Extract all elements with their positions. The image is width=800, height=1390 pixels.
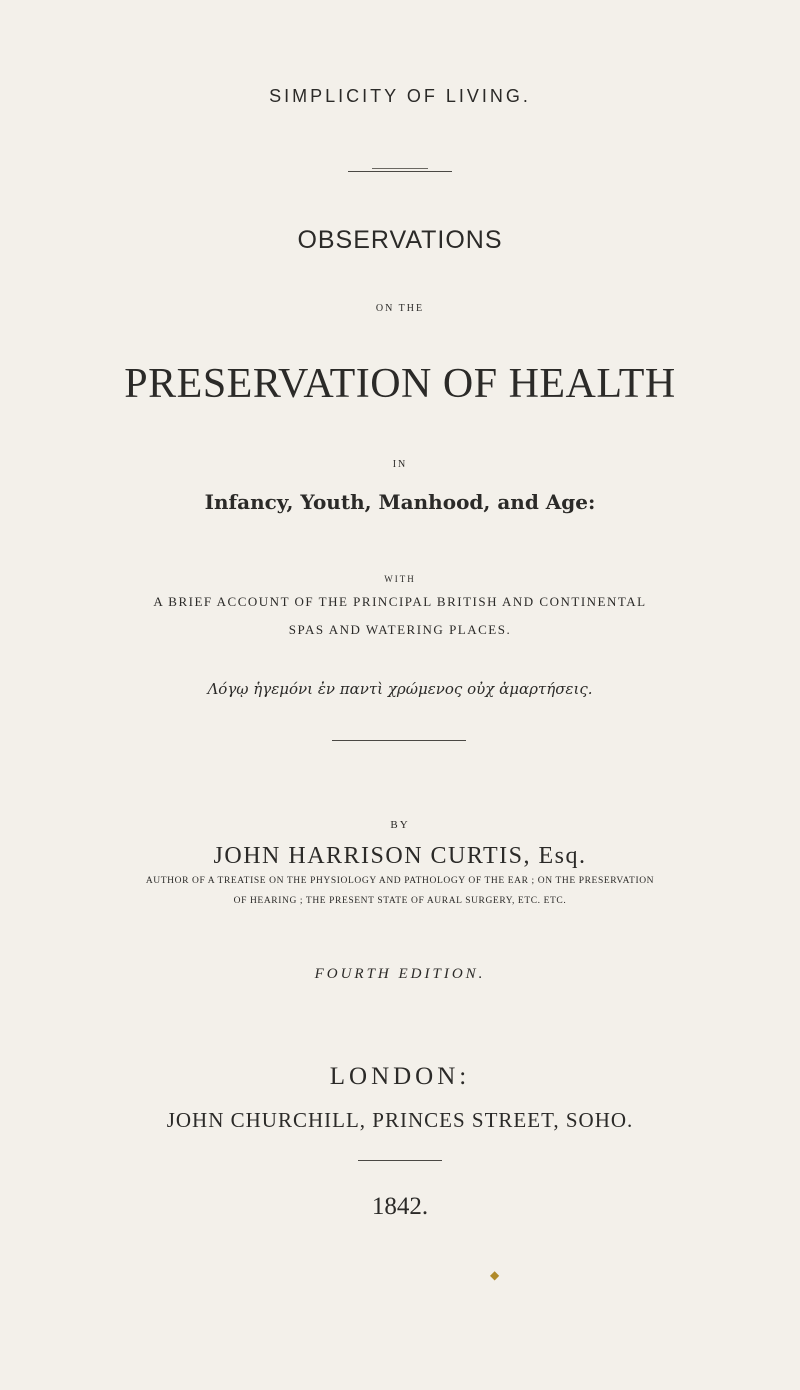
running-head: SIMPLICITY OF LIVING. xyxy=(269,86,531,106)
title-life-stages: Infancy, Youth, Manhood, and Age: xyxy=(204,490,596,514)
title-preservation-of-health: PRESERVATION OF HEALTH xyxy=(124,361,676,407)
middle-rule xyxy=(332,740,466,741)
edition: FOURTH EDITION. xyxy=(314,966,486,982)
subtitle-line-1: A BRIEF ACCOUNT OF THE PRINCIPAL BRITISH AND CONTINENTAL xyxy=(153,594,647,609)
author-credentials-line-1: AUTHOR OF A TREATISE ON THE PHYSIOLOGY AND PATHOLOGY OF THE EAR ; ON THE PRESERVATION xyxy=(145,876,655,886)
title-on-the: ON THE xyxy=(375,303,425,314)
by-label: BY xyxy=(390,819,410,831)
decorative-mark-icon: ◆ xyxy=(490,1268,500,1282)
author-credentials-line-2: OF HEARING ; THE PRESENT STATE OF AURAL SURGERY, ETC. ETC. xyxy=(233,896,567,906)
imprint-city: LONDON: xyxy=(329,1063,471,1090)
title-in: IN xyxy=(392,459,408,470)
author-name: JOHN HARRISON CURTIS, Esq. xyxy=(213,843,587,869)
imprint-publisher: JOHN CHURCHILL, PRINCES STREET, SOHO. xyxy=(166,1108,634,1132)
title-observations: OBSERVATIONS xyxy=(297,226,503,254)
bottom-rule xyxy=(358,1160,442,1161)
greek-motto: Λόγῳ ἡγεμόνι ἐν παντὶ χρώμενος οὐχ ἁμαρτήσεις. xyxy=(207,680,593,698)
imprint-year: 1842. xyxy=(371,1193,429,1220)
top-rule xyxy=(348,171,452,172)
top-rule-short xyxy=(372,168,428,169)
with-label: WITH xyxy=(384,574,416,584)
subtitle-line-2: SPAS AND WATERING PLACES. xyxy=(288,622,512,637)
